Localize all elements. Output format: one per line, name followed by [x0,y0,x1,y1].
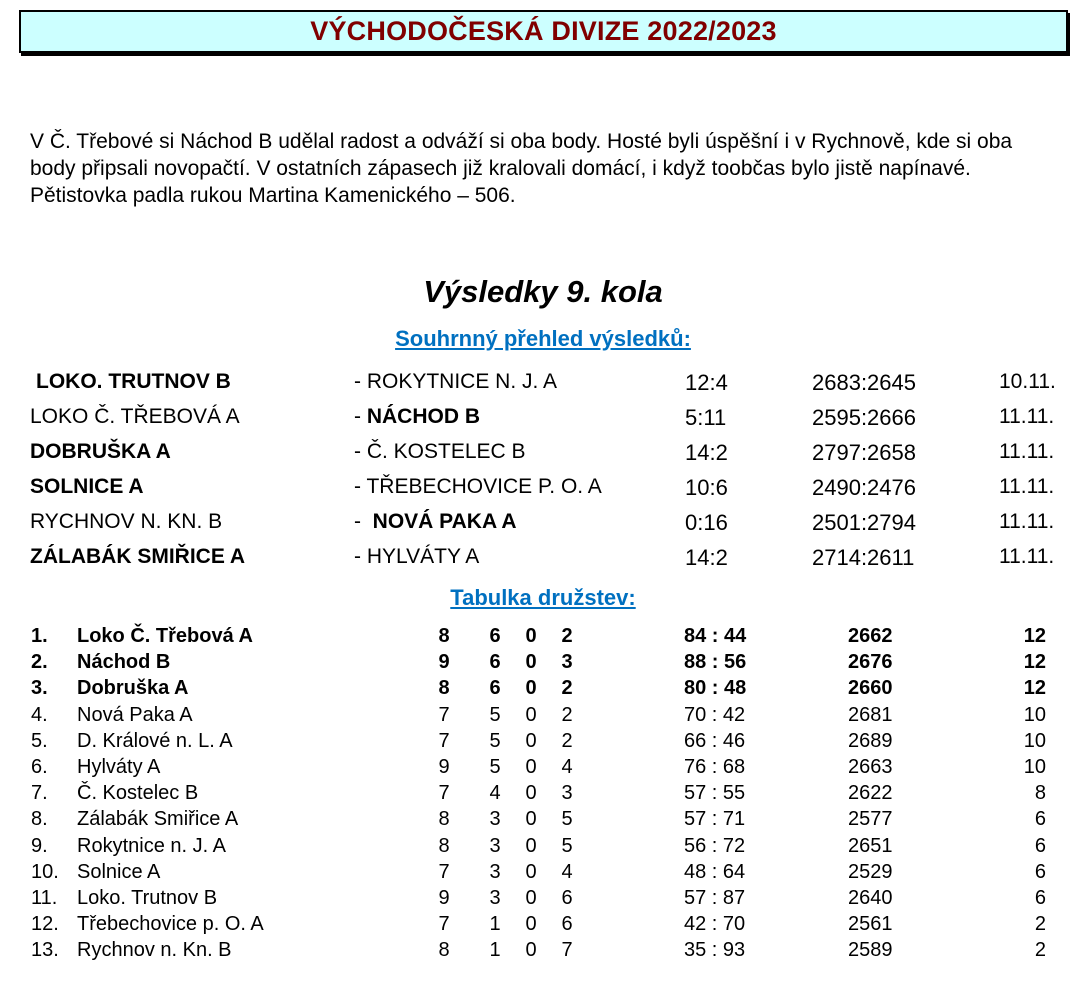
standing-team: Loko. Trutnov B [77,886,218,909]
standing-position: 11. [31,886,58,909]
standing-played: 8 [438,808,450,831]
standing-losses: 5 [561,834,573,857]
standing-average: 2663 [848,755,893,778]
standing-position: 10. [31,860,59,883]
result-pins: 2714:2611 [812,545,915,570]
standing-losses: 3 [561,651,573,674]
result-row [0,506,1086,541]
standing-team: Loko Č. Třebová A [77,625,253,647]
standing-played: 9 [438,886,450,909]
result-away-name: NÁCHOD B [366,405,480,428]
standing-losses: 4 [561,755,573,778]
standing-draws: 0 [525,913,537,936]
standing-wins: 4 [489,782,501,805]
standing-wins: 1 [489,913,501,936]
standing-bod: 6 [1034,886,1046,909]
result-home-team: SOLNICE A [30,475,144,498]
standing-losses: 2 [561,625,573,647]
standing-bod: 10 [1023,703,1046,726]
standing-draws: 0 [525,677,537,700]
result-score: 12:4 [685,370,728,395]
standing-losses: 6 [561,913,573,936]
standings-table [0,623,1086,963]
standing-points: 57 : 71 [684,808,746,831]
standing-average: 2651 [848,834,893,857]
result-row [0,436,1086,471]
standing-bod: 10 [1023,729,1046,752]
standing-losses: 7 [561,939,573,962]
round-title: Výsledky 9. kola [423,274,663,309]
standing-points: 57 : 55 [684,782,746,805]
standing-played: 8 [438,939,450,962]
standing-played: 7 [438,782,450,805]
standing-losses: 2 [561,677,573,700]
standing-wins: 1 [489,939,501,962]
standing-position: 7. [31,782,48,805]
standing-average: 2561 [848,913,893,936]
result-home-team: LOKO. TRUTNOV B [36,370,231,393]
standing-position: 4. [31,703,48,726]
standing-team: Dobruška A [77,677,189,700]
standing-points: 57 : 87 [684,886,746,909]
standing-losses: 2 [561,703,573,726]
standing-points: 42 : 70 [684,913,746,936]
standing-bod: 2 [1034,939,1046,962]
result-home-team: RYCHNOV N. KN. B [30,510,223,533]
standing-row [0,780,1086,806]
standing-row [0,702,1086,728]
standing-bod: 10 [1023,755,1046,778]
standing-points: 88 : 56 [684,651,747,674]
standing-team: Třebechovice p. O. A [77,913,264,936]
result-away-team: - Č. KOSTELEC B [354,440,526,463]
standing-average: 2676 [848,651,893,674]
standing-bod: 12 [1023,651,1046,674]
result-home-team: DOBRUŠKA A [30,440,171,463]
result-home-team: LOKO Č. TŘEBOVÁ A [30,405,240,428]
standing-wins: 6 [489,651,501,674]
intro-paragraph: V Č. Třebové si Náchod B udělal radost a odváží si oba body. Hosté byli úspěšní i v Rychnově, kde si oba body připsali novopačtí. V ostatních zápasech již kralovali domácí, i když toobčas bylo jistě napínavé. Pětistovka padla rukou Martina Kamenického – 506. [30,130,1013,207]
standing-average: 2681 [848,703,893,726]
standing-points: 66 : 46 [684,729,746,752]
standing-played: 9 [438,651,450,674]
result-pins: 2683:2645 [812,370,916,395]
standing-wins: 5 [489,703,501,726]
standing-row [0,859,1086,885]
standing-losses: 3 [561,782,573,805]
result-score: 10:6 [685,475,728,500]
standing-row [0,623,1086,649]
standing-played: 8 [438,677,450,700]
standing-bod: 6 [1034,834,1046,857]
result-score: 5:11 [685,405,727,430]
standing-position: 13. [31,939,59,962]
standing-points: 80 : 48 [684,677,747,700]
standing-average: 2689 [848,729,893,752]
standing-team: Nová Paka A [77,703,193,726]
result-away-team: - ROKYTNICE N. J. A [354,370,558,393]
standing-row [0,806,1086,832]
standing-position: 3. [31,677,48,700]
standing-losses: 2 [561,729,573,752]
standing-position: 6. [31,755,48,778]
result-date: 11.11. [999,440,1055,463]
standing-row [0,728,1086,754]
result-row [0,366,1086,401]
result-date: 11.11. [999,405,1055,428]
standing-team: D. Králové n. L. A [77,729,233,752]
standing-draws: 0 [525,860,537,883]
standing-losses: 5 [561,808,573,831]
standing-average: 2662 [848,625,893,647]
standing-points: 56 : 72 [684,834,746,857]
standing-played: 7 [438,729,450,752]
standing-draws: 0 [525,703,537,726]
standings-heading[interactable]: Tabulka družstev: [450,585,636,610]
standing-team: Náchod B [77,651,171,674]
result-away-team: - TŘEBECHOVICE P. O. A [354,475,602,498]
standing-average: 2577 [848,808,893,831]
standing-team: Hylváty A [77,755,161,778]
standing-draws: 0 [525,755,537,778]
standing-bod: 6 [1034,808,1046,831]
standing-wins: 3 [489,886,501,909]
result-away-prefix: - [354,405,367,428]
standing-average: 2589 [848,939,893,962]
standing-position: 9. [31,834,48,857]
result-row [0,541,1086,576]
result-row [0,471,1086,506]
standing-draws: 0 [525,939,537,962]
standing-losses: 4 [561,860,573,883]
standing-row [0,754,1086,780]
standing-wins: 6 [489,625,501,647]
standing-played: 8 [438,834,450,857]
standing-row [0,649,1086,675]
standing-wins: 3 [489,834,501,857]
standing-row [0,833,1086,859]
standing-draws: 0 [525,625,537,647]
result-date: 11.11. [999,545,1055,568]
standing-draws: 0 [525,834,537,857]
standing-team: Č. Kostelec B [77,782,199,805]
result-away-team [354,510,517,534]
standing-position: 1. [31,625,48,647]
page-title: VÝCHODOČESKÁ DIVIZE 2022/2023 [310,16,777,46]
result-away-prefix: - [354,510,373,533]
result-pins: 2501:2794 [812,510,916,535]
standing-draws: 0 [525,782,537,805]
page-banner [19,10,1068,53]
standing-bod: 2 [1034,913,1046,936]
standing-average: 2660 [848,677,893,700]
standing-played: 9 [438,755,450,778]
standing-draws: 0 [525,729,537,752]
standing-played: 7 [438,703,450,726]
standing-points: 76 : 68 [684,755,746,778]
standing-bod: 6 [1034,860,1046,883]
standing-average: 2529 [848,860,893,883]
standing-position: 12. [31,913,59,936]
standing-draws: 0 [525,808,537,831]
standing-bod: 12 [1023,677,1046,700]
result-away-team [354,405,480,429]
standing-average: 2640 [848,886,893,909]
result-row [0,401,1086,436]
standing-losses: 6 [561,886,573,909]
result-date: 11.11. [999,475,1055,498]
standing-draws: 0 [525,651,537,674]
result-pins: 2595:2666 [812,405,916,430]
result-pins: 2490:2476 [812,475,916,500]
standing-played: 8 [438,625,450,647]
standing-wins: 5 [489,729,501,752]
result-score: 0:16 [685,510,728,535]
result-score: 14:2 [685,545,728,570]
standing-row [0,911,1086,937]
standing-position: 2. [31,651,48,674]
standing-position: 8. [31,808,48,831]
standing-wins: 3 [489,860,501,883]
result-date: 10.11. [999,370,1056,393]
standing-points: 48 : 64 [684,860,746,883]
standing-points: 84 : 44 [684,625,747,647]
standing-points: 35 : 93 [684,939,746,962]
result-date: 11.11. [999,510,1055,533]
result-away-team: - HYLVÁTY A [354,545,480,568]
standing-row [0,885,1086,911]
standing-row [0,937,1086,963]
results-list [0,366,1086,576]
standing-wins: 3 [489,808,501,831]
standing-points: 70 : 42 [684,703,746,726]
standing-position: 5. [31,729,48,752]
standing-team: Zálabák Smiřice A [77,808,239,831]
result-away-name: NOVÁ PAKA A [372,510,517,533]
standing-team: Rokytnice n. J. A [77,834,226,857]
standing-row [0,675,1086,701]
standing-wins: 6 [489,677,501,700]
standing-wins: 5 [489,755,501,778]
standing-team: Solnice A [77,860,161,883]
result-score: 14:2 [685,440,728,465]
result-home-team: ZÁLABÁK SMIŘICE A [30,545,246,568]
standing-played: 7 [438,913,450,936]
standing-average: 2622 [848,782,893,805]
standing-played: 7 [438,860,450,883]
standing-draws: 0 [525,886,537,909]
result-pins: 2797:2658 [812,440,916,465]
standing-bod: 8 [1034,782,1046,805]
standing-team: Rychnov n. Kn. B [77,939,232,962]
results-heading[interactable]: Souhrnný přehled výsledků: [395,326,691,351]
standing-bod: 12 [1023,625,1046,647]
